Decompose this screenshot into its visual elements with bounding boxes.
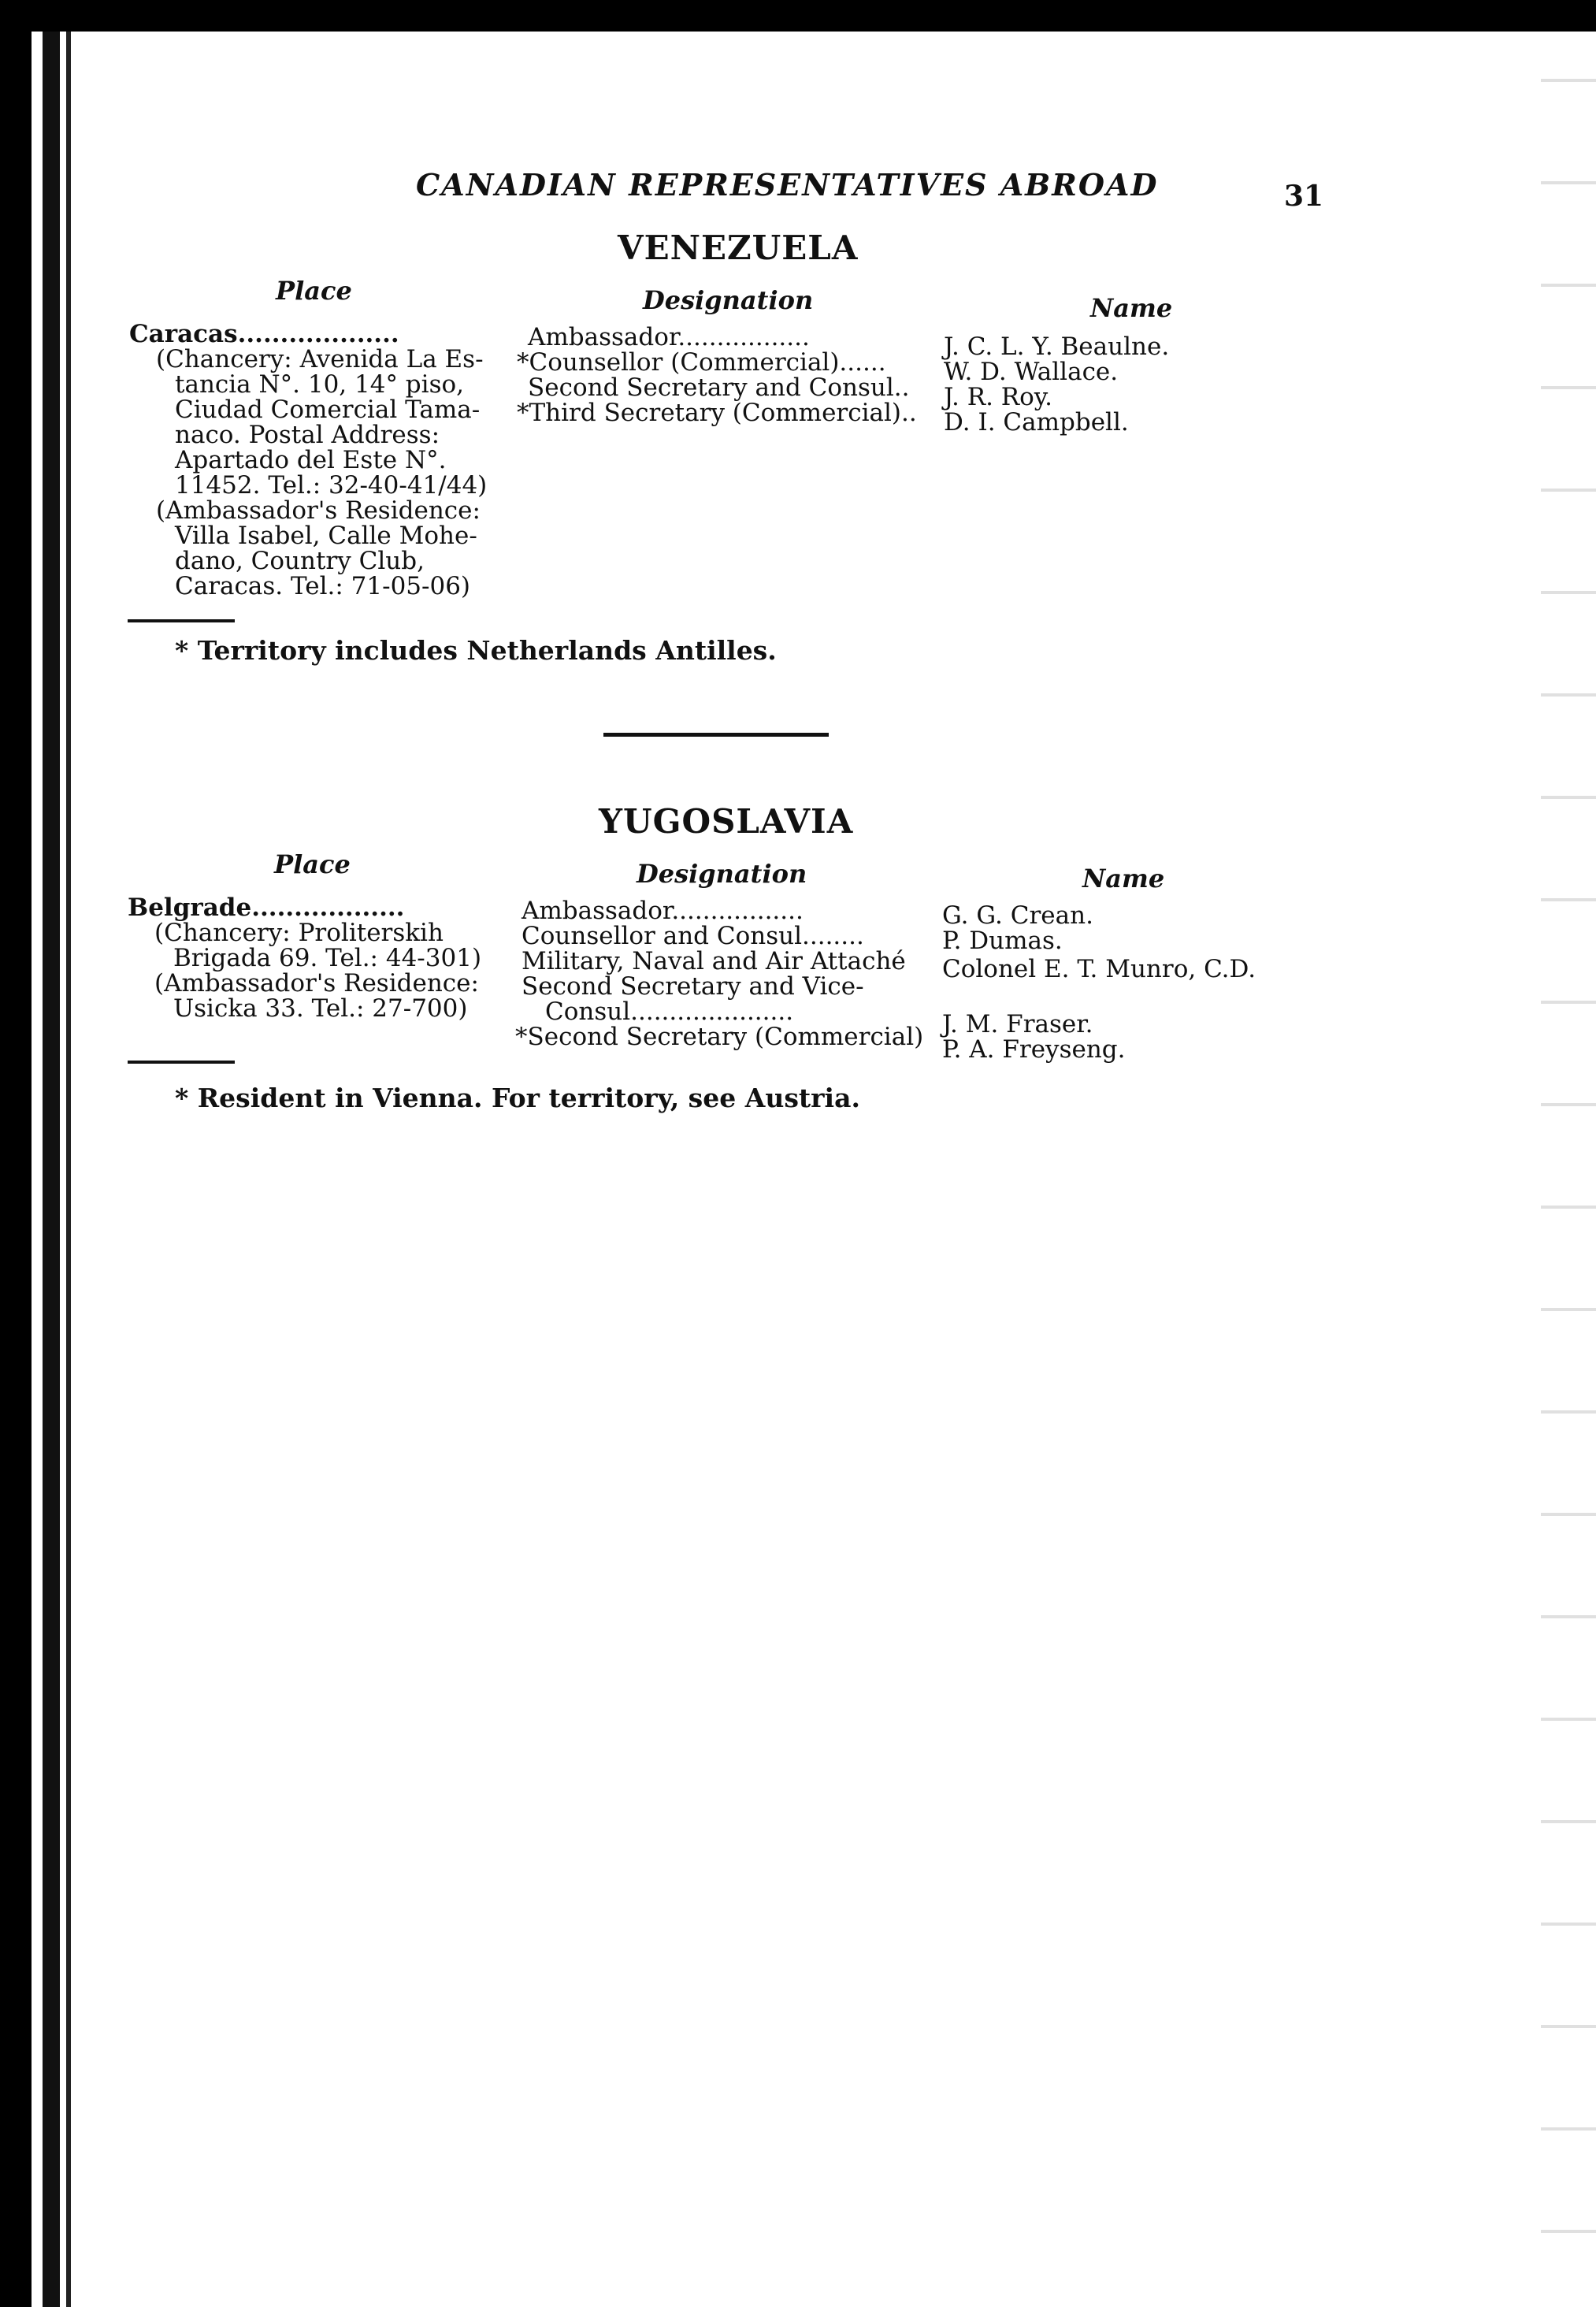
name-line: J. C. L. Y. Beaulne. (944, 332, 1170, 361)
running-head: CANADIAN REPRESENTATIVES ABROAD (416, 167, 1159, 202)
footnote-rule (128, 1061, 235, 1064)
place-line: 11452. Tel.: 32-40-41/44) (175, 471, 488, 500)
place-line: Belgrade.................. (128, 893, 405, 922)
yugoslavia-place-column (128, 895, 506, 1021)
yugoslavia-name-column (942, 903, 1352, 1062)
page-number: 31 (1284, 180, 1324, 213)
designation-line: Second Secretary and Vice- (521, 972, 864, 1001)
place-line: (Chancery: Avenida La Es- (156, 345, 484, 373)
designation-line: *Second Secretary (Commercial) (515, 1023, 924, 1051)
name-line: J. R. Roy. (944, 383, 1053, 411)
place-line: Usicka 33. Tel.: 27-700) (173, 994, 468, 1023)
yugoslavia-header-place: Place (274, 849, 351, 879)
page-edge-noise (1541, 32, 1596, 2307)
place-line: (Ambassador's Residence: (156, 496, 481, 525)
venezuela-place-column (129, 321, 507, 599)
section-title-venezuela: VENEZUELA (618, 228, 859, 267)
yugoslavia-header-designation: Designation (637, 859, 807, 889)
place-line: naco. Postal Address: (175, 421, 440, 449)
place-line: Villa Isabel, Calle Mohe- (175, 522, 477, 550)
designation-line: Consul..................... (545, 997, 794, 1026)
binding-edge (43, 32, 60, 2307)
designation-line: *Counsellor (Commercial)...... (517, 348, 886, 377)
binding-edge-inner (66, 32, 71, 2307)
venezuela-footnote: * Territory includes Netherlands Antilles. (175, 635, 777, 666)
designation-line: Military, Naval and Air Attaché (521, 947, 906, 975)
venezuela-designation-column (517, 325, 926, 425)
footnote-rule (128, 619, 235, 622)
name-line: J. M. Fraser. (942, 1010, 1093, 1038)
name-line: W. D. Wallace. (944, 358, 1119, 386)
scan-top-border (0, 0, 1596, 32)
venezuela-header-designation: Designation (643, 285, 814, 315)
place-line: Brigada 69. Tel.: 44-301) (173, 944, 482, 972)
place-line: dano, Country Club, (175, 547, 425, 575)
name-line: G. G. Crean. (942, 901, 1093, 930)
place-line: Ciudad Comercial Tama- (175, 396, 481, 424)
designation-line: Ambassador................. (521, 897, 804, 925)
name-line: D. I. Campbell. (944, 408, 1129, 437)
venezuela-header-name: Name (1090, 293, 1173, 323)
place-line: Caracas. Tel.: 71-05-06) (175, 572, 471, 600)
section-title-yugoslavia: YUGOSLAVIA (599, 802, 854, 841)
designation-line: Ambassador................. (528, 323, 810, 351)
place-line: Apartado del Este N°. (175, 446, 447, 474)
section-separator (603, 733, 829, 737)
place-line: Caracas................... (129, 320, 399, 348)
scan-left-border (0, 0, 32, 2307)
yugoslavia-footnote: * Resident in Vienna. For territory, see Austria. (175, 1083, 860, 1113)
place-line: tancia N°. 10, 14° piso, (175, 370, 464, 399)
yugoslavia-designation-column (515, 897, 931, 1051)
designation-line: Second Secretary and Consul.. (528, 373, 910, 402)
name-line: Colonel E. T. Munro, C.D. (942, 955, 1256, 983)
yugoslavia-header-name: Name (1082, 864, 1165, 893)
place-line: (Ambassador's Residence: (154, 969, 479, 997)
name-line-blank (942, 982, 1352, 1007)
designation-line: Counsellor and Consul........ (521, 922, 864, 950)
venezuela-header-place: Place (276, 276, 352, 306)
place-line: (Chancery: Proliterskih (154, 919, 444, 947)
name-line: P. Dumas. (942, 927, 1063, 955)
designation-line: *Third Secretary (Commercial).. (517, 399, 917, 427)
venezuela-name-column (944, 334, 1338, 435)
name-line: P. A. Freyseng. (942, 1035, 1126, 1064)
